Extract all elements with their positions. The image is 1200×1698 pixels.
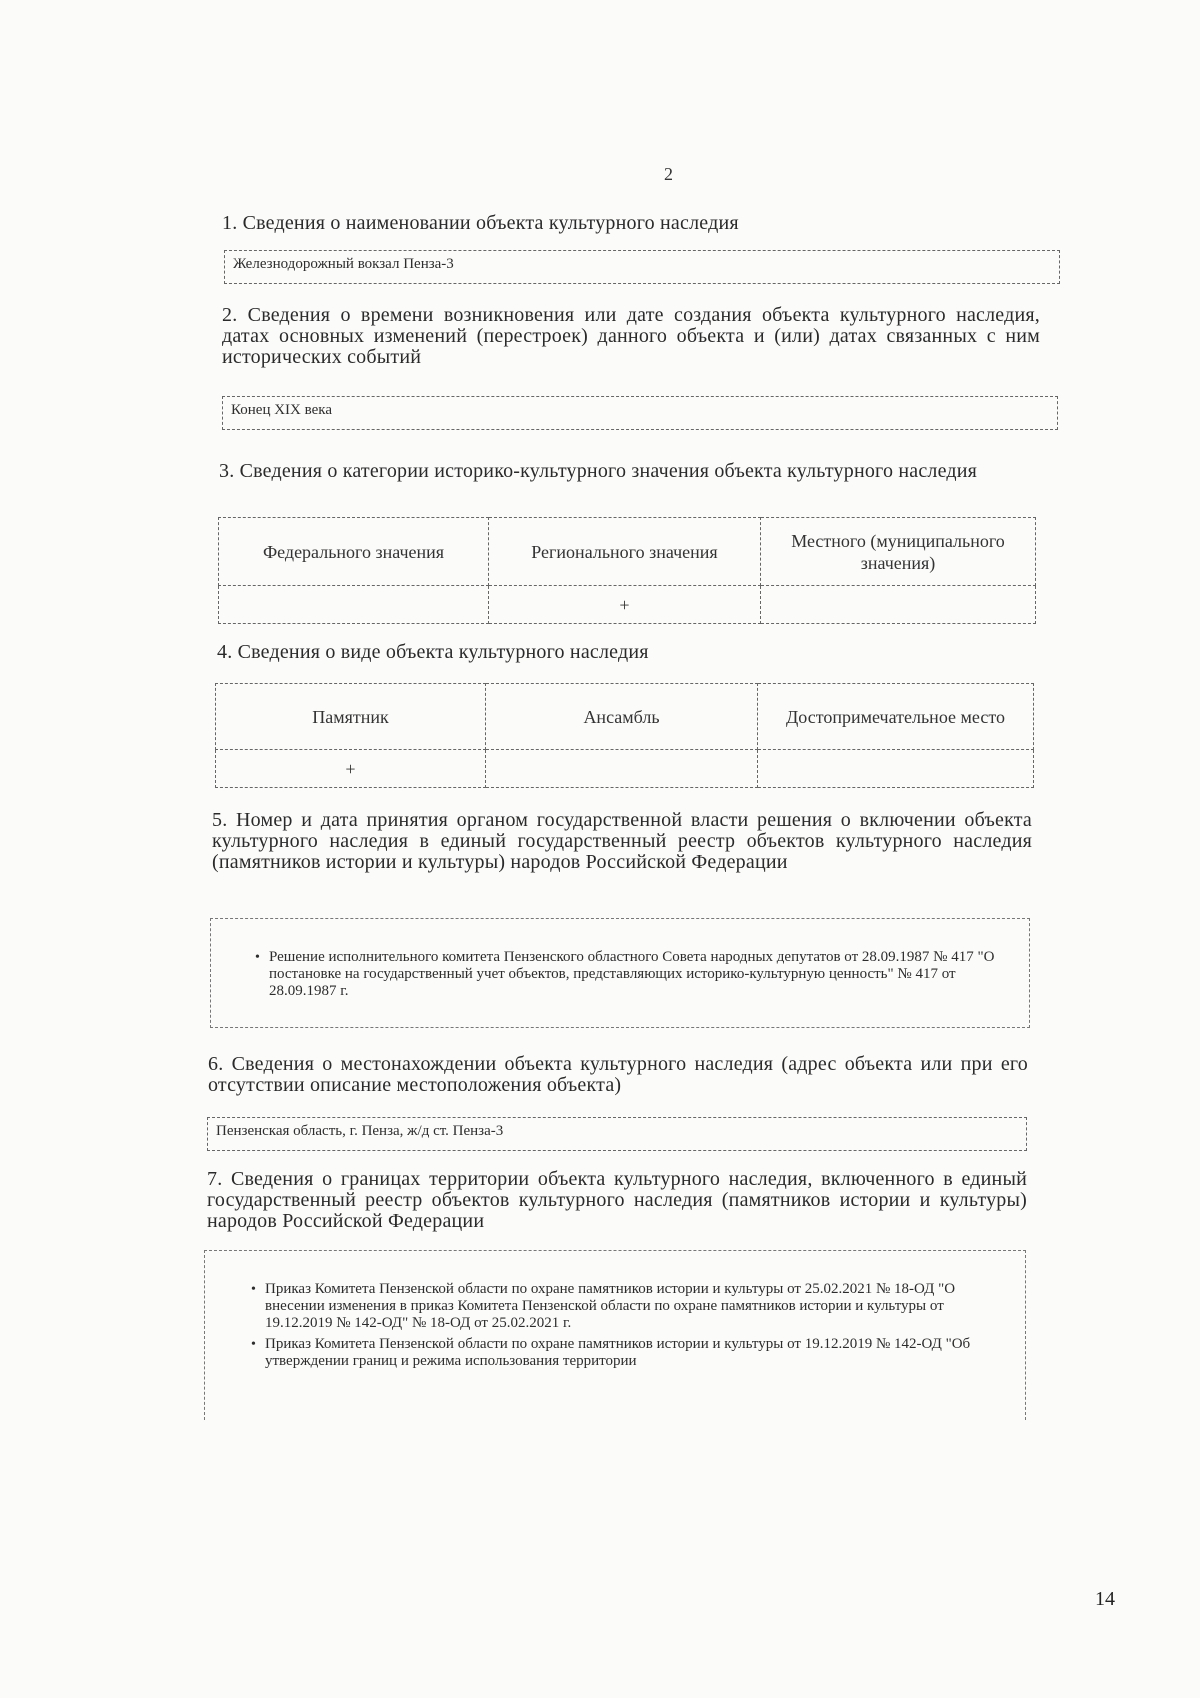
section-7-item-1: • Приказ Комитета Пензенской области по охране памятников истории и культуры от 25.02.2021 № 18-ОД "О внесении изменения в приказ Комитета Пензенской области по охране памятников истории и культуры от 19.12.2019 № 142-ОД" № 18-ОД от 25.02.2021 г. [251, 1281, 1003, 1332]
object-type-landmark-value [758, 750, 1034, 788]
object-type-value-row [216, 750, 1034, 788]
category-table [218, 517, 1036, 624]
category-regional-value: + [489, 586, 761, 624]
object-type-table [215, 683, 1034, 788]
section-1-heading: 1. Сведения о наименовании объекта культурного наследия [222, 212, 739, 234]
bottom-page-number: 14 [1095, 1588, 1115, 1610]
category-value-row [219, 586, 1036, 624]
section-4-heading: 4. Сведения о виде объекта культурного наследия [217, 641, 649, 663]
object-type-monument-value: + [216, 750, 486, 788]
object-type-landmark-header: Достопримечательное место [758, 684, 1034, 750]
top-page-number: 2 [664, 164, 673, 184]
section-7-heading: 7. Сведения о границах территории объекта культурного наследия, включенного в единый государственный реестр объектов культурного наследия (памятников истории и культуры) народов Российской Федерации [207, 1168, 1027, 1232]
section-7-item-2: • Приказ Комитета Пензенской области по охране памятников истории и культуры от 19.12.2019 № 142-ОД "Об утверждении границ и режима использования территории [251, 1336, 1003, 1370]
section-2-heading: 2. Сведения о времени возникновения или дате создания объекта культурного наследия, датах основных изменений (перестроек) данного объекта и (или) датах связанных с ним исторических событий [222, 304, 1040, 368]
section-7-list-box [204, 1250, 1026, 1420]
section-3-heading: 3. Сведения о категории историко-культурного значения объекта культурного наследия [219, 460, 978, 482]
category-header-row [219, 518, 1036, 586]
category-federal-header: Федерального значения [219, 518, 489, 586]
section-5-list [255, 949, 1005, 1000]
object-type-header-row [216, 684, 1034, 750]
category-federal-value [219, 586, 489, 624]
section-5-list-box [210, 918, 1030, 1028]
section-6-value: Пензенская область, г. Пенза, ж/д ст. Пенза-3 [207, 1117, 1027, 1151]
section-2-value: Конец XIX века [222, 396, 1058, 430]
object-type-ensemble-header: Ансамбль [486, 684, 758, 750]
section-1-value: Железнодорожный вокзал Пенза-3 [224, 250, 1060, 284]
section-7-list [251, 1281, 1003, 1370]
section-5-item: • Решение исполнительного комитета Пензенского областного Совета народных депутатов от 28.09.1987 № 417 "О постановке на государственный учет объектов, представляющих историко-культурную ценность" № 417 от 28.09.1987 г. [255, 949, 1005, 1000]
category-regional-header: Регионального значения [489, 518, 761, 586]
section-5-heading: 5. Номер и дата принятия органом государственной власти решения о включении объекта культурного наследия в единый государственный реестр объектов культурного наследия (памятников истории и культуры) народов Российской Федерации [212, 809, 1032, 873]
section-6-heading: 6. Сведения о местонахождении объекта культурного наследия (адрес объекта или при его отсутствии описание местоположения объекта) [208, 1053, 1028, 1096]
category-local-value [761, 586, 1036, 624]
category-local-header: Местного (муниципального значения) [761, 518, 1036, 586]
object-type-monument-header: Памятник [216, 684, 486, 750]
object-type-ensemble-value [486, 750, 758, 788]
